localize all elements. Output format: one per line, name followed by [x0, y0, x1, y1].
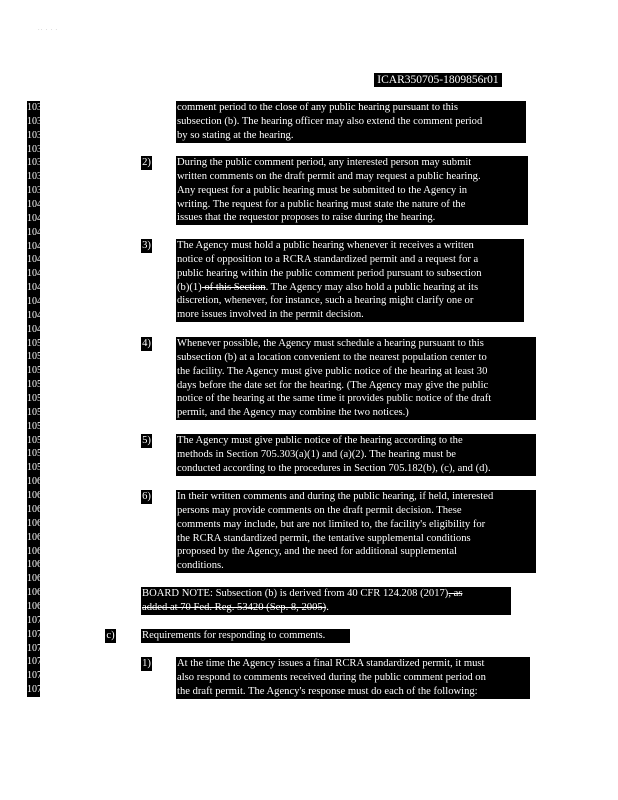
- section-letter: c): [106, 630, 115, 641]
- line-number: 1039: [27, 185, 47, 197]
- item-c1-paragraph: [176, 657, 530, 699]
- text-line: public hearing within the public comment period pursuant to subsection: [177, 267, 482, 279]
- item-4-paragraph: [176, 337, 536, 420]
- text-line: subsection (b) at a location convenient to the nearest population center to: [177, 351, 487, 363]
- line-number: 1072: [27, 642, 47, 654]
- text-line: comments may include, but are not limited to, the facility's eligibility for: [177, 518, 486, 530]
- item-6-paragraph: [176, 490, 536, 573]
- line-number: 1070: [27, 614, 47, 626]
- item-2-paragraph: [176, 156, 528, 225]
- item-3-paragraph: [176, 239, 524, 322]
- line-number: 1035: [27, 129, 47, 141]
- line-number: 1045: [27, 268, 47, 280]
- text-line: Any request for a public hearing must be submitted to the Agency in: [177, 184, 468, 196]
- line-number: 1075: [27, 684, 47, 696]
- line-number: 1074: [27, 670, 47, 682]
- text-line: the facility. The Agency must give public notice of the hearing at least 30: [177, 365, 488, 377]
- item-number: 2): [142, 157, 151, 168]
- text-line: Requirements for responding to comments.: [142, 630, 326, 641]
- text-line: At the time the Agency issues a final RCRA standardized permit, it must: [177, 658, 485, 669]
- text-line: conducted according to the procedures in Section 705.182(b), (c), and (d).: [177, 462, 491, 474]
- text-line: discretion, whenever, for instance, such a hearing might clarify one or: [177, 295, 474, 307]
- text-line: The Agency must hold a public hearing whenever it receives a written: [177, 240, 474, 251]
- line-number: 1040: [27, 199, 47, 211]
- line-number: 1067: [27, 573, 47, 585]
- line-number: 1066: [27, 559, 47, 571]
- text-line: writing. The request for a public hearing must state the nature of the: [177, 198, 466, 210]
- text-line: (b)(1) of this Section. The Agency may also hold a public hearing at its: [177, 281, 479, 293]
- line-number: 1034: [27, 115, 47, 127]
- line-number-column: [27, 101, 47, 697]
- line-number: 1049: [27, 323, 47, 335]
- line-number: 1052: [27, 365, 47, 377]
- struck-text: , as: [448, 588, 463, 599]
- line-number: 1038: [27, 171, 47, 183]
- text-line: During the public comment period, any interested person may submit: [177, 157, 472, 168]
- line-number: 1073: [27, 656, 47, 668]
- line-number: 1063: [27, 517, 47, 529]
- text-line: issues that the requestor proposes to raise during the hearing.: [177, 212, 436, 224]
- line-number: 1033: [27, 102, 47, 113]
- text-line: permit, and the Agency may combine the two notices.): [177, 407, 409, 419]
- text-line: In their written comments and during the public hearing, if held, interested: [177, 491, 494, 502]
- line-number: 1044: [27, 254, 47, 266]
- text-line: subsection (b). The hearing officer may also extend the comment period: [177, 115, 483, 127]
- line-number: 1062: [27, 503, 47, 515]
- text-line: the draft permit. The Agency's response must do each of the following:: [177, 685, 478, 697]
- text-line: proposed by the Agency, and the need for additional supplemental: [177, 546, 457, 558]
- line-number: 1069: [27, 600, 47, 612]
- text-line: persons may provide comments on the draft permit decision. These: [177, 504, 462, 516]
- line-number: 1046: [27, 282, 47, 294]
- line-number: 1043: [27, 240, 47, 252]
- line-number: 1068: [27, 587, 47, 599]
- text-line: The Agency must give public notice of the hearing according to the: [177, 435, 463, 446]
- line-number: 1065: [27, 545, 47, 557]
- line-number: 1058: [27, 448, 47, 460]
- scan-specks: ·· · · ·: [38, 28, 59, 33]
- item-number: 1): [142, 658, 151, 669]
- line-number: 1036: [27, 143, 47, 155]
- line-number: 1061: [27, 490, 47, 502]
- line-number: 1047: [27, 296, 47, 308]
- text-line: also respond to comments received during the public comment period on: [177, 671, 486, 683]
- text-line: methods in Section 705.303(a)(1) and (a)(2). The hearing must be: [177, 448, 456, 460]
- text-line: notice of opposition to a RCRA standardized permit and a request for a: [177, 253, 479, 265]
- line-number: 1053: [27, 379, 47, 391]
- text-line: by so stating at the hearing.: [177, 129, 294, 141]
- item-number: 6): [142, 491, 151, 502]
- text-line: days before the date set for the hearing. (The Agency may give the public: [177, 379, 489, 391]
- text-line: more issues involved in the permit decision.: [177, 309, 364, 321]
- page-identifier: ICAR350705-1809856r01: [374, 73, 502, 87]
- item-number: 4): [142, 338, 151, 349]
- struck-text: of this Section: [201, 281, 266, 293]
- text-line: the RCRA standardized permit, the tentative supplemental conditions: [177, 532, 471, 544]
- line-number: 1041: [27, 212, 47, 224]
- line-number: 1071: [27, 628, 47, 640]
- text-line: BOARD NOTE: Subsection (b) is derived from 40 CFR 124.208 (2017), as: [142, 588, 463, 599]
- text-line: notice of the hearing at the same time it provides public notice of the draft: [177, 393, 492, 405]
- item-5-paragraph: [176, 434, 536, 476]
- line-number: 1048: [27, 309, 47, 321]
- line-number: 1064: [27, 531, 47, 543]
- line-number: 1059: [27, 462, 47, 474]
- text-line: conditions.: [177, 560, 224, 572]
- text-line: written comments on the draft permit and may request a public hearing.: [177, 170, 481, 182]
- line-number: 1057: [27, 434, 47, 446]
- text-line: Whenever possible, the Agency must schedule a hearing pursuant to this: [177, 338, 484, 349]
- line-number: 1050: [27, 337, 47, 349]
- struck-text: added at 70 Fed. Reg. 53420 (Sep. 8, 2005): [142, 601, 327, 613]
- board-note: [141, 587, 511, 615]
- text-line: added at 70 Fed. Reg. 53420 (Sep. 8, 2005).: [142, 601, 329, 613]
- continuation-paragraph: [176, 101, 526, 143]
- line-number: 1037: [27, 157, 47, 169]
- section-heading: [141, 629, 350, 643]
- line-number: 1055: [27, 406, 47, 418]
- item-number: 5): [142, 435, 151, 446]
- text-line: comment period to the close of any public hearing pursuant to this: [177, 102, 458, 113]
- line-number: 1042: [27, 226, 47, 238]
- line-number: 1054: [27, 393, 47, 405]
- line-number: 1060: [27, 476, 47, 488]
- line-number: 1056: [27, 420, 47, 432]
- line-number: 1051: [27, 351, 47, 363]
- item-number: 3): [142, 240, 151, 251]
